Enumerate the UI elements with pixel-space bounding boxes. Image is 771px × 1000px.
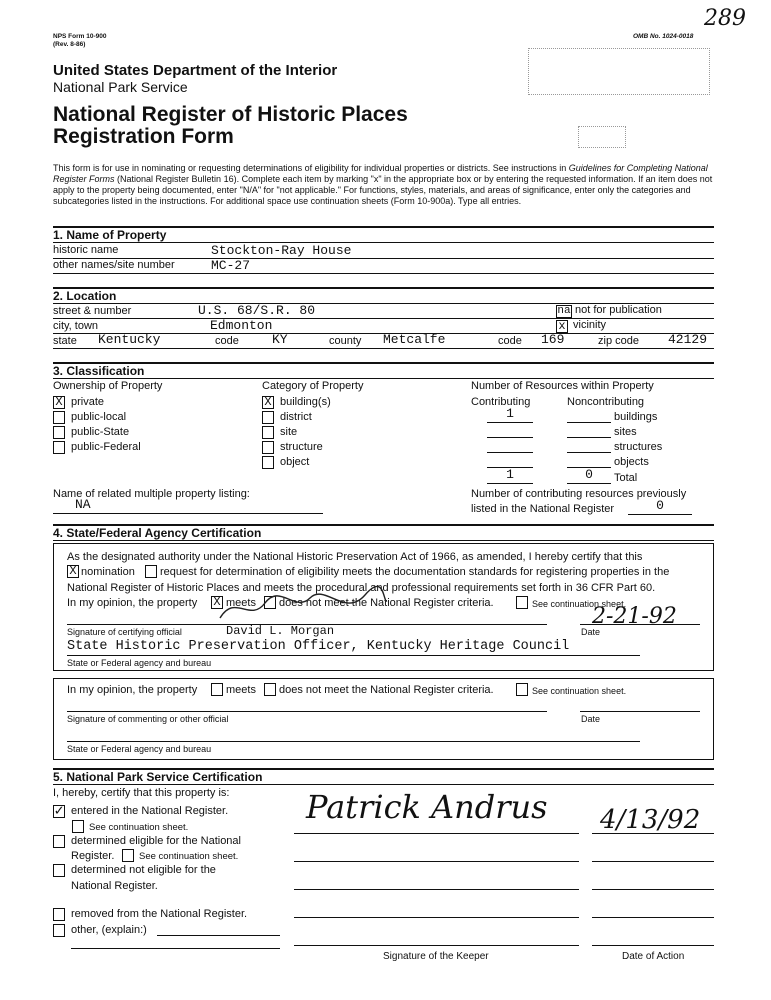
department-name: United States Department of the Interior [53,62,338,79]
continuation-sheet-checkbox-3[interactable] [72,820,84,833]
date-line [592,833,714,834]
divider [53,287,714,289]
category-object-checkbox[interactable] [262,456,274,469]
date-line [592,861,714,862]
divider [53,318,714,319]
blank-line [487,437,533,438]
date-line [580,624,700,625]
signature-line [67,711,547,712]
state-value[interactable]: Kentucky [98,332,161,347]
ownership-public-local-label: public-local [71,411,127,423]
category-building-label: building(s) [280,396,331,408]
other-label: other, (explain:) [71,924,147,936]
divider [53,784,714,785]
keeper-signature[interactable]: Patrick Andrus [306,788,548,826]
section-5-heading: 5. National Park Service Certification [53,770,263,784]
does-not-meet-label-2: does not meet the National Register criteria. [279,684,494,696]
section-2-heading: 2. Location [53,289,117,303]
keeper-signature-label: Signature of the Keeper [383,951,489,962]
determined-not-eligible-label: determined not eligible for the [71,864,216,876]
certification-line-1: As the designated authority under the National Historic Preservation Act of 1966, as amended, I hereby certify that this [67,551,643,563]
does-not-meet-checkbox-2[interactable] [264,683,276,696]
ownership-heading: Ownership of Property [53,380,163,392]
determined-eligible-label-2: Register. [71,850,115,862]
section-4-heading: 4. State/Federal Agency Certification [53,526,262,540]
date-of-action-label: Date of Action [622,951,685,962]
previously-listed-value[interactable]: 0 [656,498,664,513]
ownership-private-label: private [71,396,105,408]
other-checkbox[interactable] [53,924,65,937]
state-label: state [53,335,77,347]
category-district-checkbox[interactable] [262,411,274,424]
historic-name-value[interactable]: Stockton-Ray House [211,243,352,258]
signature-line [294,945,579,946]
entered-label: entered in the National Register. [71,805,229,817]
blank-line [628,514,692,515]
blank-line [53,513,323,514]
historic-name-label: historic name [53,244,119,256]
nomination-checkbox[interactable]: X [67,565,79,578]
form-number: NPS Form 10-900 [53,33,107,40]
continuation-sheet-checkbox-4[interactable] [122,849,134,862]
category-structure-checkbox[interactable] [262,441,274,454]
category-object-label: object [280,456,310,468]
divider [53,540,714,541]
resource-row-label: structures [614,441,663,453]
meets-checkbox-2[interactable] [211,683,223,696]
contributing-buildings-value[interactable]: 1 [506,406,514,421]
blank-line [567,422,611,423]
faint-stamp-mark [578,126,626,148]
divider [53,362,714,364]
signature-line [294,861,579,862]
handwritten-page-number: 289 [704,6,746,31]
ownership-public-state-checkbox[interactable] [53,426,65,439]
ownership-public-state-label: public-State [71,426,130,438]
signature-line [67,624,547,625]
divider [53,273,714,274]
contributing-heading: Contributing [471,396,531,408]
county-label: county [329,335,362,347]
meets-label-2: meets [226,684,256,696]
not-for-publication-checkbox[interactable]: na [557,305,571,317]
resource-row-label: sites [614,426,637,438]
resources-heading: Number of Resources within Property [471,380,654,392]
ownership-public-local-checkbox[interactable] [53,411,65,424]
divider [53,378,714,379]
removed-checkbox[interactable] [53,908,65,921]
county-value[interactable]: Metcalfe [383,332,446,347]
continuation-sheet-checkbox[interactable] [516,596,528,609]
multiple-property-value[interactable]: NA [75,497,91,512]
agency-label-2: State or Federal agency and bureau [67,744,212,754]
date-line [592,889,714,890]
opinion-label-2: In my opinion, the property [67,684,198,696]
section-3-heading: 3. Classification [53,364,145,378]
ownership-public-federal-label: public-Federal [71,441,141,453]
meets-checkbox[interactable]: X [211,596,223,609]
previously-listed-label-1: Number of contributing resources previously [471,488,687,500]
nomination-label: nomination [81,566,135,578]
agency-line [67,655,640,656]
state-code-label: code [215,335,239,347]
ownership-public-federal-checkbox[interactable] [53,441,65,454]
city-label: city, town [53,320,99,332]
date-label: Date [581,627,601,637]
resource-row-label: buildings [614,411,658,423]
signature-line [294,833,579,834]
blank-line [157,935,280,936]
service-name: National Park Service [53,79,188,95]
received-stamp [528,48,710,95]
divider [53,348,714,349]
noncontributing-heading: Noncontributing [567,396,645,408]
date-label-2: Date [581,714,601,724]
continuation-sheet-label-2: See continuation sheet. [532,686,627,696]
certification-date[interactable]: 2-21-92 [592,604,677,629]
previously-listed-label-2: listed in the National Register [471,503,615,515]
request-determination-checkbox[interactable] [145,565,157,578]
resource-row-label: Total [614,472,638,484]
blank-line [487,483,533,484]
category-heading: Category of Property [262,380,364,392]
category-structure-label: structure [280,441,323,453]
date-line [580,711,700,712]
city-value[interactable]: Edmonton [210,318,273,333]
vicinity-label: vicinity [573,319,607,331]
date-line [592,945,714,946]
action-date[interactable]: 4/13/92 [600,805,701,835]
divider [53,242,714,243]
state-code-value[interactable]: KY [272,332,288,347]
other-names-label: other names/site number [53,259,175,271]
resource-row-label: objects [614,456,649,468]
blank-line [487,422,533,423]
signature-line [294,889,579,890]
determined-not-eligible-label-2: National Register. [71,880,158,892]
nps-certify-intro: I, hereby, certify that this property is: [53,787,230,799]
agency-label: State or Federal agency and bureau [67,658,212,668]
commenting-signature-label: Signature of commenting or other official [67,714,229,724]
continuation-sheet-label-3: See continuation sheet. [89,822,189,833]
instructions-paragraph: This form is for use in nominating or requesting determinations of eligibility for individual properties or districts. See instructions in Guidelines for Completing National Register Forms (National Register Bulletin 16). Complete each item by marking "x" in the appropriate box or by entering the requested information. If an item does not apply to the property being documented, enter "N/A" for "not applicable." For functions, styles, materials, and areas of significance, enter only the categories and subcategories listed in the instructions. For additional space use continuation sheets (Form 10-900a). Type all entries. [53,163,713,206]
entered-checkbox[interactable]: ✓ [54,803,64,820]
contributing-total-value[interactable]: 1 [506,467,514,482]
street-value[interactable]: U.S. 68/S.R. 80 [198,303,316,318]
other-names-value[interactable]: MC-27 [211,258,251,273]
agency-value[interactable]: State Historic Preservation Officer, Kentucky Heritage Council [67,639,570,654]
zip-label: zip code [598,335,639,347]
agency-line [67,741,640,742]
determined-not-eligible-checkbox[interactable] [53,864,65,877]
multiple-property-label: Name of related multiple property listing: [53,488,250,500]
blank-line [567,452,611,453]
signature-label: Signature of certifying official [67,627,182,637]
noncontributing-total-value[interactable]: 0 [585,467,593,482]
section-1-heading: 1. Name of Property [53,228,167,242]
vicinity-checkbox[interactable]: x [556,320,568,333]
does-not-meet-label: does not meet the National Register criteria. [279,597,494,609]
blank-line [567,437,611,438]
form-title-line2: Registration Form [53,125,234,148]
category-building-checkbox[interactable]: X [262,396,274,409]
removed-label: removed from the National Register. [71,908,248,920]
date-line [592,917,714,918]
blank-line [487,452,533,453]
continuation-sheet-label-4: See continuation sheet. [139,851,239,862]
certification-line-3: National Register of Historic Places and meets the procedural and professional requirements set forth in 36 CFR Part 60. [67,582,656,594]
official-signature-typed[interactable]: David L. Morgan [226,624,335,638]
county-code-label: code [498,335,522,347]
opinion-label: In my opinion, the property [67,597,198,609]
form-title-line1: National Register of Historic Places [53,103,408,126]
official-signature-scrawl [215,583,390,628]
category-site-checkbox[interactable] [262,426,274,439]
signature-line [294,917,579,918]
not-for-publication-label: not for publication [575,304,662,316]
continuation-sheet-label: See continuation sheet. [532,599,627,609]
determined-eligible-checkbox[interactable] [53,835,65,848]
category-district-label: district [280,411,312,423]
meets-label: meets [226,597,256,609]
omb-number: OMB No. 1024-0018 [633,33,694,40]
ownership-private-checkbox[interactable]: X [53,396,65,409]
category-site-label: site [280,426,298,438]
continuation-sheet-checkbox-2[interactable] [516,683,528,696]
determined-eligible-label: determined eligible for the National [71,835,241,847]
blank-line [71,948,280,949]
form-revision: (Rev. 8-86) [53,41,86,48]
certification-line-2: request for determination of eligibility meets the documentation standards for registering properties in the [160,566,670,578]
zip-value[interactable]: 42129 [668,332,708,347]
street-label: street & number [53,305,132,317]
blank-line [567,483,611,484]
county-code-value[interactable]: 169 [541,332,565,347]
